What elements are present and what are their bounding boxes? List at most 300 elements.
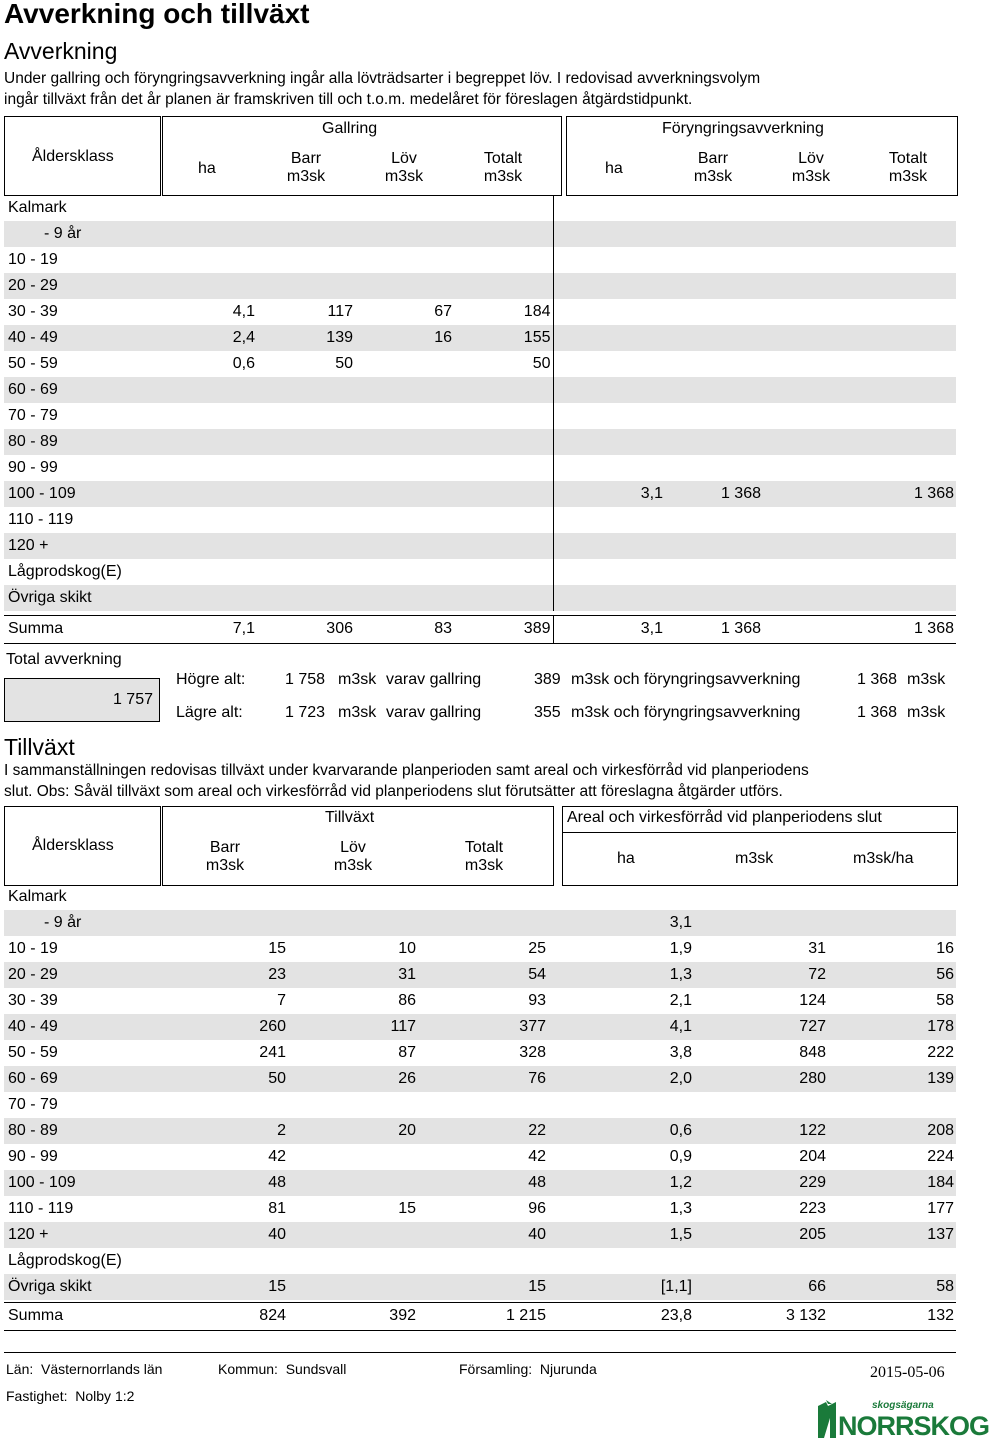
cell-lov: 15 xyxy=(398,1200,416,1217)
cell-ha: 1,5 xyxy=(548,1222,694,1248)
cell-lov xyxy=(288,1092,418,1118)
table-row xyxy=(4,325,956,351)
cell-f-tot xyxy=(861,273,956,299)
cell-lov: 31 xyxy=(288,962,418,988)
cell-f-ha xyxy=(553,247,665,273)
cell-ha: 23,8 xyxy=(548,1302,694,1330)
total-avverkning-box xyxy=(4,678,160,722)
cell-g-lov xyxy=(355,403,454,429)
cell-tot: 25 xyxy=(528,940,546,957)
cell-f-barr xyxy=(665,195,763,221)
cell-tot: 328 xyxy=(519,1044,546,1061)
cell-tot: 76 xyxy=(418,1066,548,1092)
cell-g-barr xyxy=(257,247,355,273)
cell-f-lov xyxy=(763,351,861,377)
lagre-alt-label: Lägre alt: xyxy=(176,704,243,721)
row-label: Övriga skikt xyxy=(4,1274,162,1300)
cell-ha xyxy=(548,1092,694,1118)
cell-barr xyxy=(162,1092,288,1118)
cell-m3sk: 3 132 xyxy=(694,1302,828,1330)
hogre-alt-foryngring: 1 368 xyxy=(857,671,898,688)
cell-m3skha: 137 xyxy=(828,1222,956,1248)
cell-m3skha xyxy=(828,1092,956,1118)
cell-f-tot xyxy=(861,533,956,559)
cell-g-ha xyxy=(162,481,257,507)
row-label: Summa xyxy=(4,615,162,643)
cell-barr: 23 xyxy=(162,962,288,988)
cell-g-barr xyxy=(257,377,355,403)
cell-f-tot: 1 368 xyxy=(861,615,956,643)
cell-g-barr: 139 xyxy=(257,325,355,351)
cell-g-ha xyxy=(162,247,257,273)
cell-g-lov xyxy=(355,351,454,377)
cell-g-barr xyxy=(257,429,355,455)
cell-f-barr xyxy=(665,533,763,559)
footer-forsamling: Församling: Njurunda xyxy=(459,1361,597,1377)
cell-f-lov xyxy=(763,273,861,299)
row-label: 110 - 119 xyxy=(8,511,74,528)
cell-f-tot xyxy=(861,195,956,221)
cell-f-tot xyxy=(861,377,956,403)
row-label: 80 - 89 xyxy=(4,429,162,455)
row-label: Lågprodskog(E) xyxy=(8,1252,122,1269)
cell-f-barr xyxy=(665,455,763,481)
cell-ha: 1,3 xyxy=(669,1200,692,1217)
cell-f-tot: 1 368 xyxy=(861,481,956,507)
cell-f-barr: 1 368 xyxy=(665,615,763,643)
cell-lov xyxy=(288,910,418,936)
table-row xyxy=(4,481,956,507)
cell-f-lov xyxy=(763,533,861,559)
cell-f-lov xyxy=(763,615,861,643)
cell-f-ha xyxy=(553,299,665,325)
cell-g-ha xyxy=(162,507,257,533)
row-label: Övriga skikt xyxy=(4,585,162,611)
table-row xyxy=(4,1144,956,1170)
cell-g-ha xyxy=(162,455,257,481)
table-row xyxy=(4,1066,956,1092)
cell-tot: 377 xyxy=(418,1014,548,1040)
cell-tot: 48 xyxy=(418,1170,548,1196)
cell-f-ha xyxy=(553,507,665,533)
cell-tot: 22 xyxy=(418,1118,548,1144)
cell-g-tot xyxy=(454,481,553,507)
cell-f-ha xyxy=(553,533,665,559)
cell-barr: 2 xyxy=(162,1118,288,1144)
tv-ha-header: ha xyxy=(617,850,635,867)
summa-row xyxy=(4,615,956,643)
cell-g-barr xyxy=(257,507,355,533)
cell-ha xyxy=(548,884,694,910)
cell-f-tot xyxy=(861,299,956,325)
cell-m3skha: 184 xyxy=(828,1170,956,1196)
cell-g-ha xyxy=(162,533,257,559)
cell-m3skha: 224 xyxy=(927,1148,954,1165)
row-label: 30 - 39 xyxy=(8,992,58,1009)
cell-f-lov xyxy=(763,403,861,429)
avverkning-intro-line-2: ingår tillväxt från det år planen är framskriven till och t.o.m. medelåret för föreslagen åtgärdstidpunkt. xyxy=(4,91,693,108)
cell-m3skha: 178 xyxy=(828,1014,956,1040)
cell-tot: 40 xyxy=(418,1222,548,1248)
norrskog-logo xyxy=(816,1398,989,1441)
cell-g-lov xyxy=(355,221,454,247)
cell-lov: 10 xyxy=(398,940,416,957)
cell-f-ha xyxy=(553,429,665,455)
hogre-alt-unit2: m3sk xyxy=(907,671,946,688)
gallring-ha-header: ha xyxy=(198,160,216,177)
cell-barr: 15 xyxy=(162,1274,288,1300)
cell-f-lov xyxy=(763,221,861,247)
cell-barr: 260 xyxy=(162,1014,288,1040)
cell-g-ha xyxy=(162,377,257,403)
foryngring-barr-header: Barr m3sk xyxy=(693,150,733,185)
hogre-alt-unit: m3sk xyxy=(338,671,377,688)
cell-g-tot: 389 xyxy=(454,615,553,643)
table-row xyxy=(4,351,956,377)
cell-g-lov xyxy=(355,559,454,585)
cell-m3skha: 139 xyxy=(828,1066,956,1092)
table-row xyxy=(4,962,956,988)
tv-m3skha-header: m3sk/ha xyxy=(853,850,914,867)
table-row xyxy=(4,1248,956,1274)
table-row xyxy=(4,1170,956,1196)
table-row xyxy=(4,585,956,611)
table-row xyxy=(4,1014,956,1040)
foryngring-header: Föryngringsavverkning xyxy=(662,120,824,137)
table-row xyxy=(4,1274,956,1300)
tv-tillvaxt-header: Tillväxt xyxy=(325,809,375,826)
cell-g-tot: 50 xyxy=(532,355,551,372)
cell-ha: 0,6 xyxy=(548,1118,694,1144)
cell-tot xyxy=(418,1248,548,1274)
cell-f-barr xyxy=(665,221,763,247)
cell-g-tot xyxy=(454,533,553,559)
cell-m3sk xyxy=(694,1248,828,1274)
cell-g-ha: 7,1 xyxy=(162,615,257,643)
cell-ha: 1,9 xyxy=(669,940,692,957)
cell-f-lov xyxy=(763,325,861,351)
cell-g-barr xyxy=(257,221,355,247)
table-row xyxy=(4,1040,956,1066)
avverkning-intro xyxy=(4,68,760,110)
cell-f-ha xyxy=(553,221,665,247)
cell-f-ha xyxy=(553,195,665,221)
footer-kommun: Kommun: Sundsvall xyxy=(218,1361,347,1377)
cell-f-lov xyxy=(763,247,861,273)
cell-f-ha xyxy=(553,377,665,403)
cell-barr: 42 xyxy=(268,1148,286,1165)
row-label: 30 - 39 xyxy=(8,303,58,320)
cell-ha: 3,1 xyxy=(548,910,694,936)
cell-f-barr xyxy=(665,377,763,403)
cell-g-lov xyxy=(355,585,454,611)
table-row xyxy=(4,429,956,455)
footer-date: 2015-05-06 xyxy=(870,1364,945,1381)
cell-m3sk: 122 xyxy=(694,1118,828,1144)
row-label: 70 - 79 xyxy=(8,1096,58,1113)
cell-f-barr xyxy=(665,299,763,325)
tillvaxt-table xyxy=(4,884,956,1331)
cell-g-lov xyxy=(355,507,454,533)
lagre-alt-foryngring: 1 368 xyxy=(857,704,898,721)
cell-g-barr: 50 xyxy=(335,355,353,372)
cell-f-lov xyxy=(763,455,861,481)
tv-m3sk-header: m3sk xyxy=(735,850,774,867)
cell-m3skha xyxy=(828,1248,956,1274)
cell-f-barr xyxy=(665,247,763,273)
table-row xyxy=(4,299,956,325)
cell-lov: 26 xyxy=(288,1066,418,1092)
cell-g-lov: 67 xyxy=(434,303,452,320)
cell-m3skha: 208 xyxy=(828,1118,956,1144)
cell-lov xyxy=(288,1170,418,1196)
cell-lov xyxy=(288,1222,418,1248)
cell-tot: 96 xyxy=(528,1200,546,1217)
hogre-alt-total: 1 758 xyxy=(285,671,326,688)
footer-lan: Län: Västernorrlands län xyxy=(6,1361,163,1377)
tillvaxt-intro-line-1: I sammanställningen redovisas tillväxt under kvarvarande planperioden samt areal och virkesförråd vid planperiodens xyxy=(4,762,809,779)
cell-f-ha xyxy=(553,325,665,351)
cell-ha: 4,1 xyxy=(548,1014,694,1040)
cell-f-ha: 3,1 xyxy=(553,615,665,643)
tv-aldersklass-header: Åldersklass xyxy=(32,837,114,854)
cell-g-ha xyxy=(162,221,257,247)
cell-f-ha xyxy=(553,455,665,481)
row-label: 120 + xyxy=(4,533,162,559)
tv-barr-header: Barr m3sk xyxy=(205,839,245,874)
cell-g-tot xyxy=(454,429,553,455)
cell-barr: 50 xyxy=(162,1066,288,1092)
table-row xyxy=(4,1196,956,1222)
cell-f-lov xyxy=(763,377,861,403)
total-avverkning-value: 1 757 xyxy=(112,691,153,708)
cell-g-tot xyxy=(454,377,553,403)
row-label: 70 - 79 xyxy=(8,407,58,424)
cell-barr: 824 xyxy=(162,1302,288,1330)
cell-g-lov xyxy=(355,455,454,481)
row-label: Kalmark xyxy=(8,888,67,905)
cell-f-tot xyxy=(861,429,956,455)
row-label: 60 - 69 xyxy=(4,1066,162,1092)
cell-g-tot xyxy=(454,403,553,429)
hogre-alt-varav: varav gallring xyxy=(386,671,482,688)
cell-m3sk: 204 xyxy=(799,1148,826,1165)
row-label: Lågprodskog(E) xyxy=(8,563,122,580)
tillvaxt-intro xyxy=(4,760,809,802)
cell-m3sk: 280 xyxy=(694,1066,828,1092)
avverkning-intro-line-1: Under gallring och föryngringsavverkning ingår alla lövträdsarter i begreppet löv. I redovisad avverkningsvolym xyxy=(4,70,761,87)
avverkning-table xyxy=(4,195,956,644)
cell-ha: 0,9 xyxy=(669,1148,692,1165)
cell-g-tot xyxy=(454,559,553,585)
row-label: 120 + xyxy=(4,1222,162,1248)
lagre-alt-unit: m3sk xyxy=(338,704,377,721)
table-row xyxy=(4,455,956,481)
cell-g-ha xyxy=(162,195,257,221)
aldersklass-header: Åldersklass xyxy=(32,148,114,165)
cell-f-ha xyxy=(553,585,665,611)
cell-f-tot xyxy=(861,507,956,533)
cell-g-lov xyxy=(355,429,454,455)
cell-lov xyxy=(288,1274,418,1300)
row-label: 100 - 109 xyxy=(4,1170,162,1196)
cell-f-lov xyxy=(763,585,861,611)
cell-f-tot xyxy=(861,559,956,585)
cell-tot xyxy=(418,884,548,910)
cell-f-barr xyxy=(665,559,763,585)
cell-g-ha: 0,6 xyxy=(232,355,255,372)
cell-ha: [1,1] xyxy=(548,1274,694,1300)
cell-f-tot xyxy=(861,325,956,351)
cell-ha: 1,2 xyxy=(548,1170,694,1196)
cell-g-ha xyxy=(162,403,257,429)
table-row xyxy=(4,221,956,247)
cell-g-barr xyxy=(257,195,355,221)
cell-barr: 15 xyxy=(268,940,286,957)
total-avverkning-label: Total avverkning xyxy=(6,651,122,668)
cell-m3skha: 58 xyxy=(936,992,954,1009)
cell-g-lov xyxy=(355,533,454,559)
cell-barr: 81 xyxy=(268,1200,286,1217)
cell-f-barr xyxy=(665,585,763,611)
footer-divider xyxy=(4,1352,956,1353)
cell-tot: 1 215 xyxy=(418,1302,548,1330)
cell-tot: 93 xyxy=(528,992,546,1009)
cell-m3skha xyxy=(828,884,956,910)
cell-f-lov xyxy=(763,559,861,585)
table-row xyxy=(4,507,956,533)
row-label: Summa xyxy=(4,1302,162,1330)
cell-g-ha xyxy=(162,585,257,611)
page-title: Avverkning och tillväxt xyxy=(4,0,310,29)
gallring-totalt-header: Totalt m3sk xyxy=(483,150,523,185)
cell-barr xyxy=(162,884,288,910)
table-row xyxy=(4,1222,956,1248)
hogre-alt-label: Högre alt: xyxy=(176,671,246,688)
cell-m3skha: 16 xyxy=(936,940,954,957)
cell-g-lov xyxy=(355,273,454,299)
cell-barr: 241 xyxy=(259,1044,286,1061)
row-label: Kalmark xyxy=(8,199,67,216)
cell-f-tot xyxy=(861,247,956,273)
gallring-lov-header: Löv m3sk xyxy=(384,150,424,185)
cell-tot: 15 xyxy=(418,1274,548,1300)
table-row xyxy=(4,195,956,221)
cell-g-tot: 155 xyxy=(454,325,553,351)
cell-f-barr xyxy=(665,351,763,377)
gallring-barr-header: Barr m3sk xyxy=(286,150,326,185)
cell-g-ha: 2,4 xyxy=(162,325,257,351)
lagre-alt-varav: varav gallring xyxy=(386,704,482,721)
cell-g-ha xyxy=(162,273,257,299)
cell-m3sk: 229 xyxy=(694,1170,828,1196)
tv-totalt-header: Totalt m3sk xyxy=(464,839,504,874)
cell-f-ha xyxy=(553,403,665,429)
cell-f-tot xyxy=(861,455,956,481)
cell-g-barr: 117 xyxy=(327,303,353,320)
cell-f-tot xyxy=(861,221,956,247)
cell-m3sk: 31 xyxy=(808,940,826,957)
lagre-alt-gallring: 355 xyxy=(534,704,561,721)
cell-g-tot xyxy=(454,585,553,611)
row-label: 40 - 49 xyxy=(4,325,162,351)
cell-m3sk xyxy=(694,884,828,910)
lagre-alt-unit2: m3sk xyxy=(907,704,946,721)
foryngring-totalt-header: Totalt m3sk xyxy=(888,150,928,185)
row-label: 40 - 49 xyxy=(4,1014,162,1040)
cell-barr xyxy=(162,910,288,936)
lagre-alt-och: m3sk och föryngringsavverkning xyxy=(571,704,801,721)
cell-m3sk: 848 xyxy=(799,1044,826,1061)
cell-g-barr xyxy=(257,559,355,585)
table-row xyxy=(4,884,956,910)
cell-m3sk: 727 xyxy=(694,1014,828,1040)
table-row xyxy=(4,533,956,559)
cell-m3sk: 72 xyxy=(694,962,828,988)
cell-lov xyxy=(288,1144,418,1170)
table-row xyxy=(4,403,956,429)
table-row xyxy=(4,1092,956,1118)
table-row xyxy=(4,273,956,299)
row-label: 110 - 119 xyxy=(8,1200,74,1217)
cell-f-lov xyxy=(763,299,861,325)
cell-lov xyxy=(288,1248,418,1274)
row-label: - 9 år xyxy=(4,221,162,247)
hogre-alt-och: m3sk och föryngringsavverkning xyxy=(571,671,801,688)
foryngring-lov-header: Löv m3sk xyxy=(791,150,831,185)
cell-f-lov xyxy=(763,195,861,221)
cell-f-ha: 3,1 xyxy=(553,481,665,507)
cell-g-tot xyxy=(454,455,553,481)
cell-barr xyxy=(162,1248,288,1274)
footer-fastighet: Fastighet: Nolby 1:2 xyxy=(6,1388,135,1404)
tillvaxt-intro-line-2: slut. Obs: Såväl tillväxt som areal och virkesförråd vid planperiodens slut förutsätter att föreslagna åtgärder utförs. xyxy=(4,783,783,800)
cell-g-barr xyxy=(257,455,355,481)
cell-f-barr xyxy=(665,429,763,455)
cell-ha: 3,8 xyxy=(669,1044,692,1061)
cell-g-lov xyxy=(355,481,454,507)
cell-m3skha: 56 xyxy=(828,962,956,988)
row-label: 50 - 59 xyxy=(8,355,58,372)
cell-lov xyxy=(288,884,418,910)
hogre-alt-gallring: 389 xyxy=(534,671,561,688)
logo-big-text: NORRSKOG xyxy=(838,1411,989,1441)
row-label: 20 - 29 xyxy=(4,962,162,988)
cell-g-tot xyxy=(454,273,553,299)
row-label: - 9 år xyxy=(4,910,162,936)
cell-m3skha: 132 xyxy=(828,1302,956,1330)
row-label: 90 - 99 xyxy=(8,1148,58,1165)
cell-g-lov xyxy=(355,247,454,273)
cell-f-barr xyxy=(665,325,763,351)
cell-f-barr xyxy=(665,403,763,429)
cell-tot xyxy=(418,910,548,936)
table-row xyxy=(4,988,956,1014)
cell-tot: 42 xyxy=(528,1148,546,1165)
cell-barr: 7 xyxy=(277,992,286,1009)
cell-tot: 54 xyxy=(418,962,548,988)
cell-f-barr xyxy=(665,273,763,299)
gallring-header: Gallring xyxy=(322,120,378,137)
cell-f-lov xyxy=(763,429,861,455)
row-label: 90 - 99 xyxy=(8,459,58,476)
cell-g-ha xyxy=(162,559,257,585)
cell-g-barr xyxy=(257,273,355,299)
logo-small-text: skogsägarna xyxy=(872,1400,934,1411)
table-row xyxy=(4,377,956,403)
cell-g-lov: 83 xyxy=(355,615,454,643)
table-row xyxy=(4,559,956,585)
